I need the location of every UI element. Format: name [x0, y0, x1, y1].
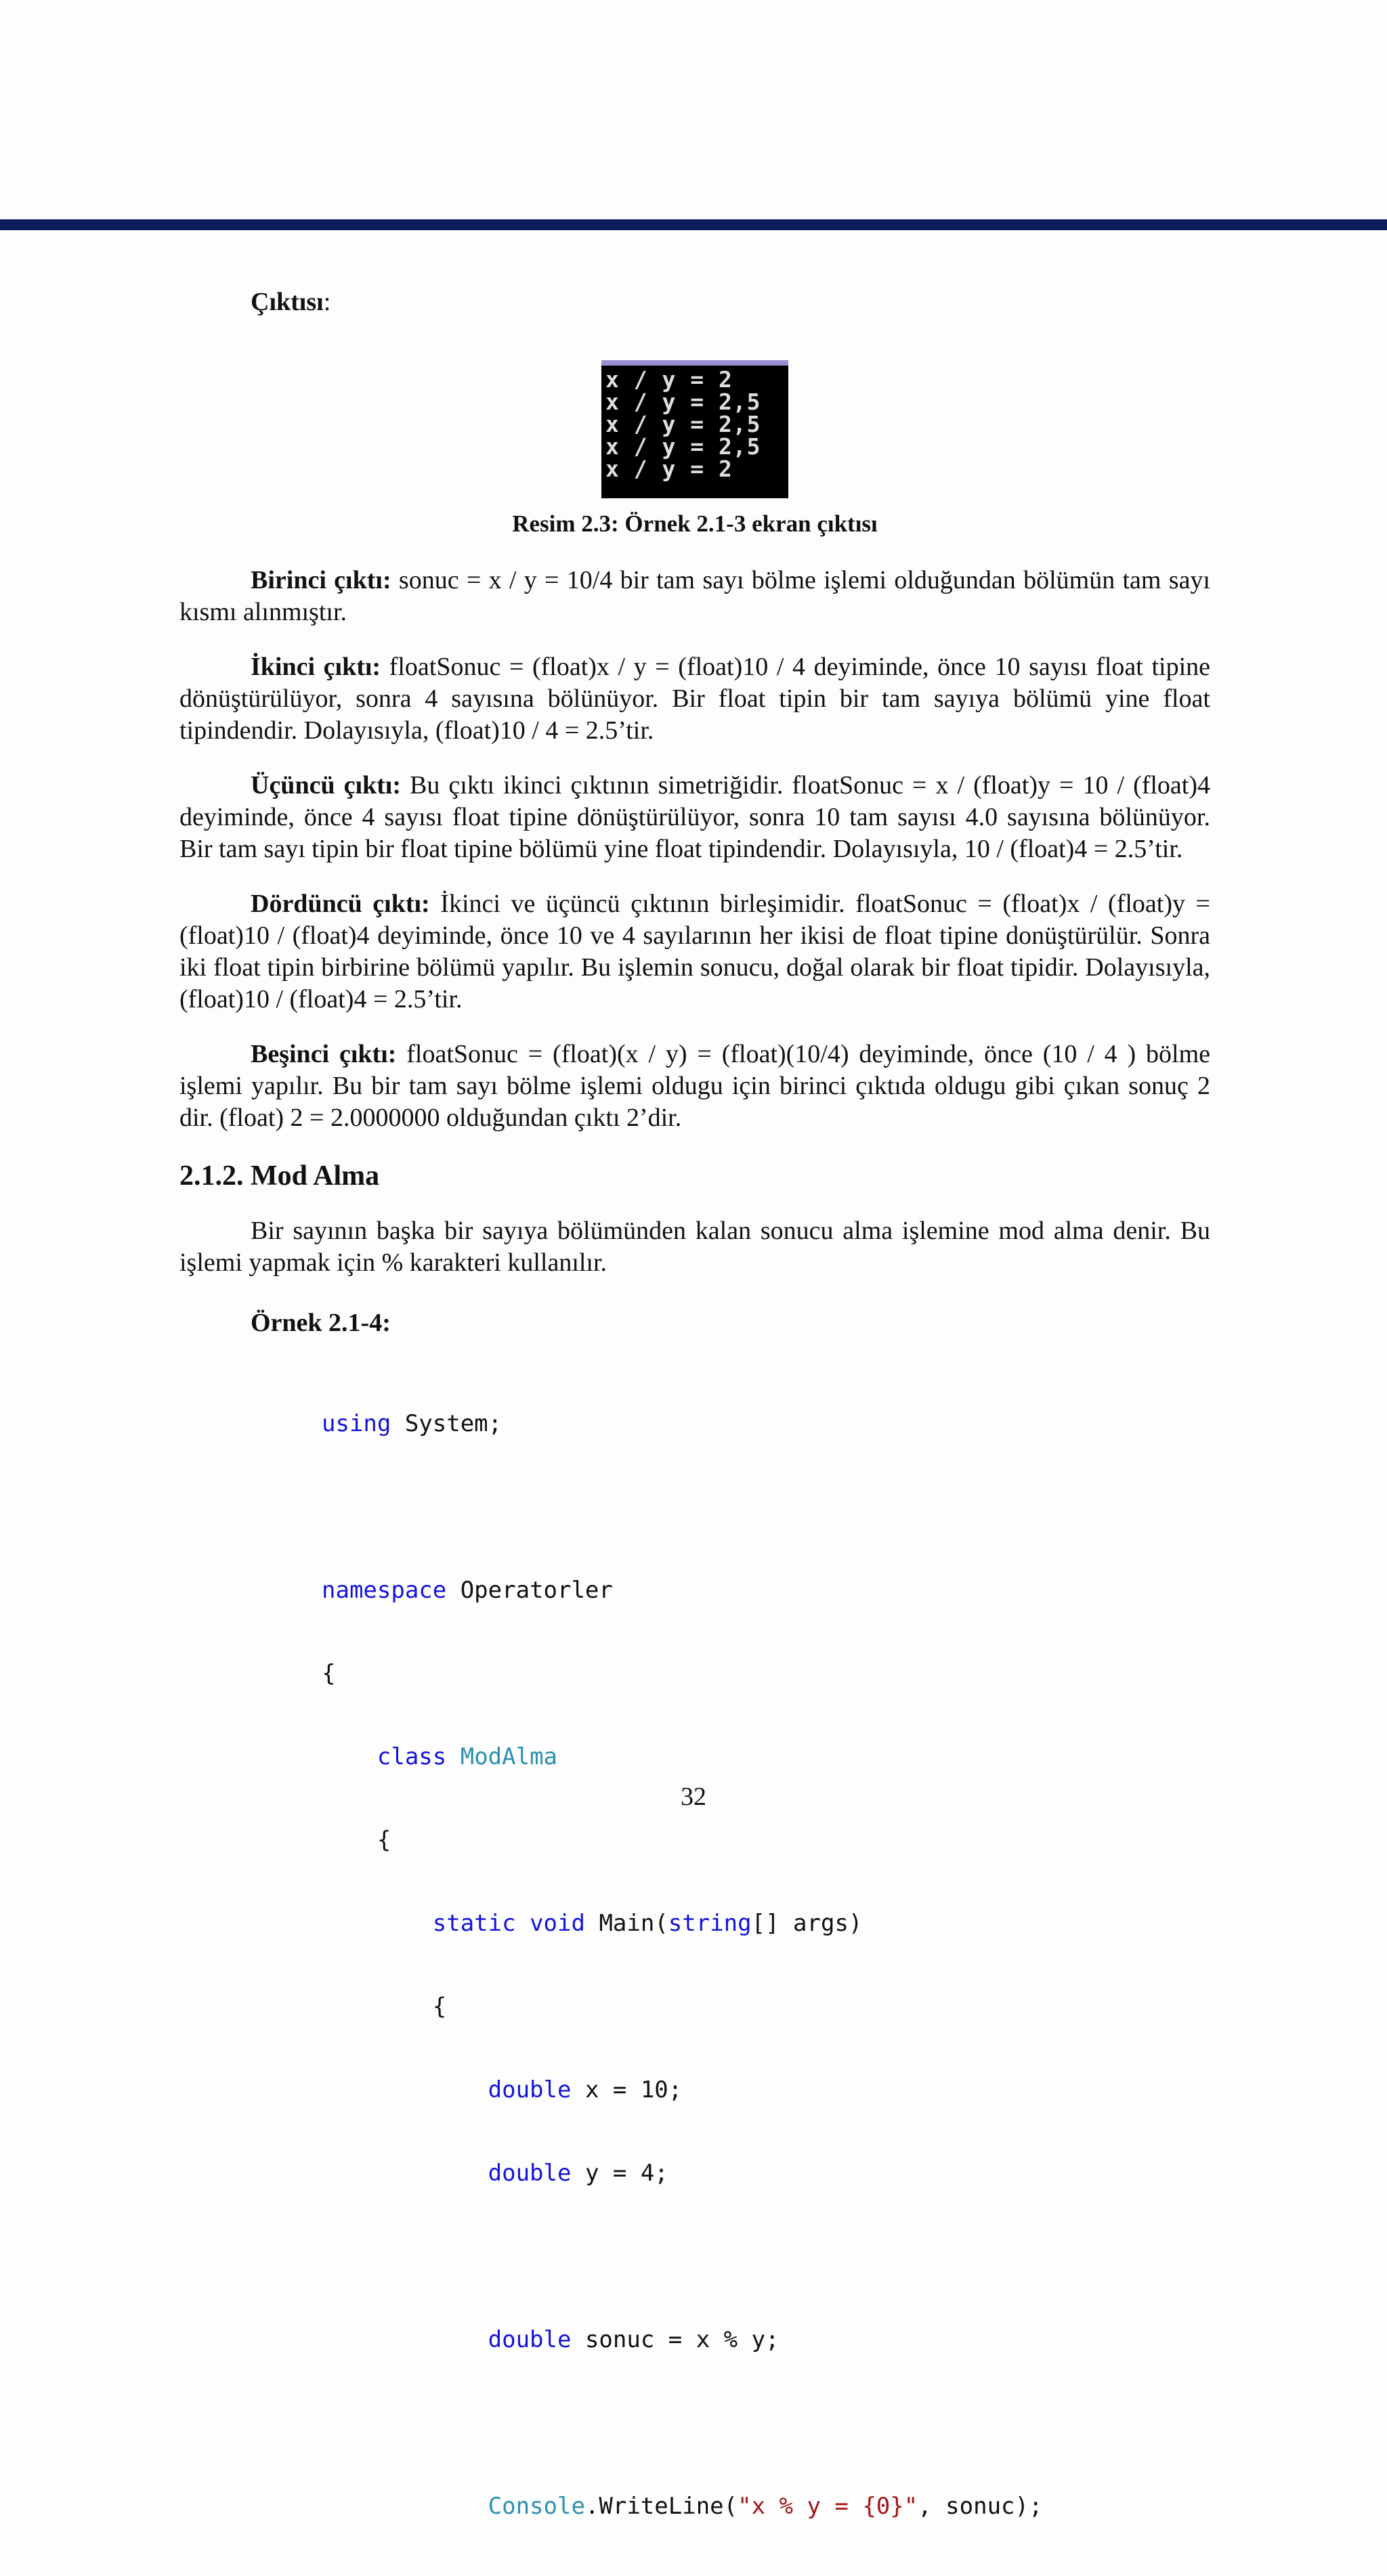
- paragraph-lead: İkinci çıktı:: [251, 653, 381, 681]
- code-line: namespace Operatorler: [322, 1577, 613, 1604]
- output-label: Çıktısı:: [251, 288, 331, 316]
- code-line: static void Main(string[] args): [432, 1910, 863, 1937]
- paragraph-text: İkinci ve üçüncü çıktının birleşimidir. floatSonuc = (float)x / (float)y = (float)10 / (float)4 deyiminde, önce 10 ve 4 sayılarının her ikisi de float tipine donüştürülür. Sonra iki float tipin birbirine bölümü yapılır. Bu işlemin sonucu, doğal olarak bir float tipidir. Dolayısıyla, (float)10 / (float)4 = 2.5’tir.: [179, 890, 1210, 1013]
- page-number: 32: [681, 1783, 706, 1811]
- figure-caption: Resim 2.3: Örnek 2.1-3 ekran çıktısı: [512, 510, 878, 537]
- code-line: {: [322, 1993, 447, 2020]
- figure: [179, 360, 1210, 540]
- page-content: [179, 284, 1210, 2576]
- console-line: x / y = 2,5: [605, 411, 761, 437]
- paragraph-text: floatSonuc = (float)(x / y) = (float)(10/4) deyiminde, önce (10 / 4 ) bölme işlemi yapılır. Bu bir tam sayı bölme işlemi oldugu için birinci çıktıda oldugu gibi çıkan sonuç 2 dir. (float) 2 = 2.0000000 olduğundan çıktı 2’dir.: [179, 1040, 1210, 1132]
- code-line: using System;: [322, 1410, 503, 1437]
- paragraph-fourth-output: [179, 888, 1210, 1016]
- code-line-blank: [322, 1493, 1210, 1521]
- section-heading: 2.1.2. Mod Alma: [179, 1160, 380, 1192]
- code-line: class ModAlma: [377, 1743, 558, 1770]
- paragraph-fifth-output: [179, 1039, 1210, 1134]
- paragraph-lead: Beşinci çıktı:: [251, 1040, 397, 1068]
- code-line: Console.WriteLine("x % y = {0}", sonuc);: [488, 2493, 1043, 2520]
- paragraph-third-output: [179, 770, 1210, 865]
- console-line: x / y = 2,5: [605, 433, 761, 460]
- paragraph-lead: Dördüncü çıktı:: [251, 890, 430, 918]
- paragraph-text: Bu çıktı ikinci çıktının simetriğidir. floatSonuc = x / (float)y = 10 / (float)4 deyiminde, önce 4 sayısı float tipine dönüştürülüyor, sonra 10 tam sayısı 4.0 sayısına bölünüyor. Bir tam sayı tipin bir float tipine bölümü yine float tipindendir. Dolayısıyla, 10 / (float)4 = 2.5’tir.: [179, 771, 1211, 863]
- paragraph-text: sonuc = x / y = 10/4 bir tam sayı bölme işlemi olduğundan bölümün tam sayı kısmı alınmıştır.: [179, 566, 1210, 626]
- paragraph-lead: Birinci çıktı:: [251, 566, 391, 594]
- paragraph-text: floatSonuc = (float)x / y = (float)10 / 4 deyiminde, önce 10 sayısı float tipine dönüştürülüyor, sonra 4 sayısına bölünüyor. Bir float tipin bir tam sayıya bölümü yine float tipindendir. Dolayısıyla, (float)10 / 4 = 2.5’tir.: [179, 653, 1211, 745]
- code-block: [322, 1355, 1210, 2576]
- code-line: {: [322, 1827, 391, 1854]
- console-line: x / y = 2,5: [605, 389, 761, 415]
- header-rule: [0, 219, 1387, 230]
- paragraph-first-output: [179, 565, 1210, 628]
- code-line: double x = 10;: [488, 2076, 683, 2103]
- console-screenshot: [601, 360, 788, 498]
- paragraph-lead: Üçüncü çıktı:: [251, 771, 402, 800]
- example-label: Örnek 2.1-4:: [251, 1309, 391, 1337]
- console-line: x / y = 2: [605, 456, 733, 482]
- section-body: Bir sayının başka bir sayıya bölümünden kalan sonucu alma işlemine mod alma denir. Bu işlemi yapmak için % karakteri kullanılır.: [179, 1217, 1210, 1277]
- code-line: double sonuc = x % y;: [488, 2326, 780, 2353]
- paragraph-second-output: [179, 651, 1210, 747]
- code-line: double y = 4;: [488, 2160, 668, 2187]
- code-line-blank: [322, 2243, 1210, 2271]
- code-line: {: [322, 1660, 336, 1687]
- console-line: x / y = 2: [605, 366, 733, 393]
- code-line-blank: [322, 2409, 1210, 2437]
